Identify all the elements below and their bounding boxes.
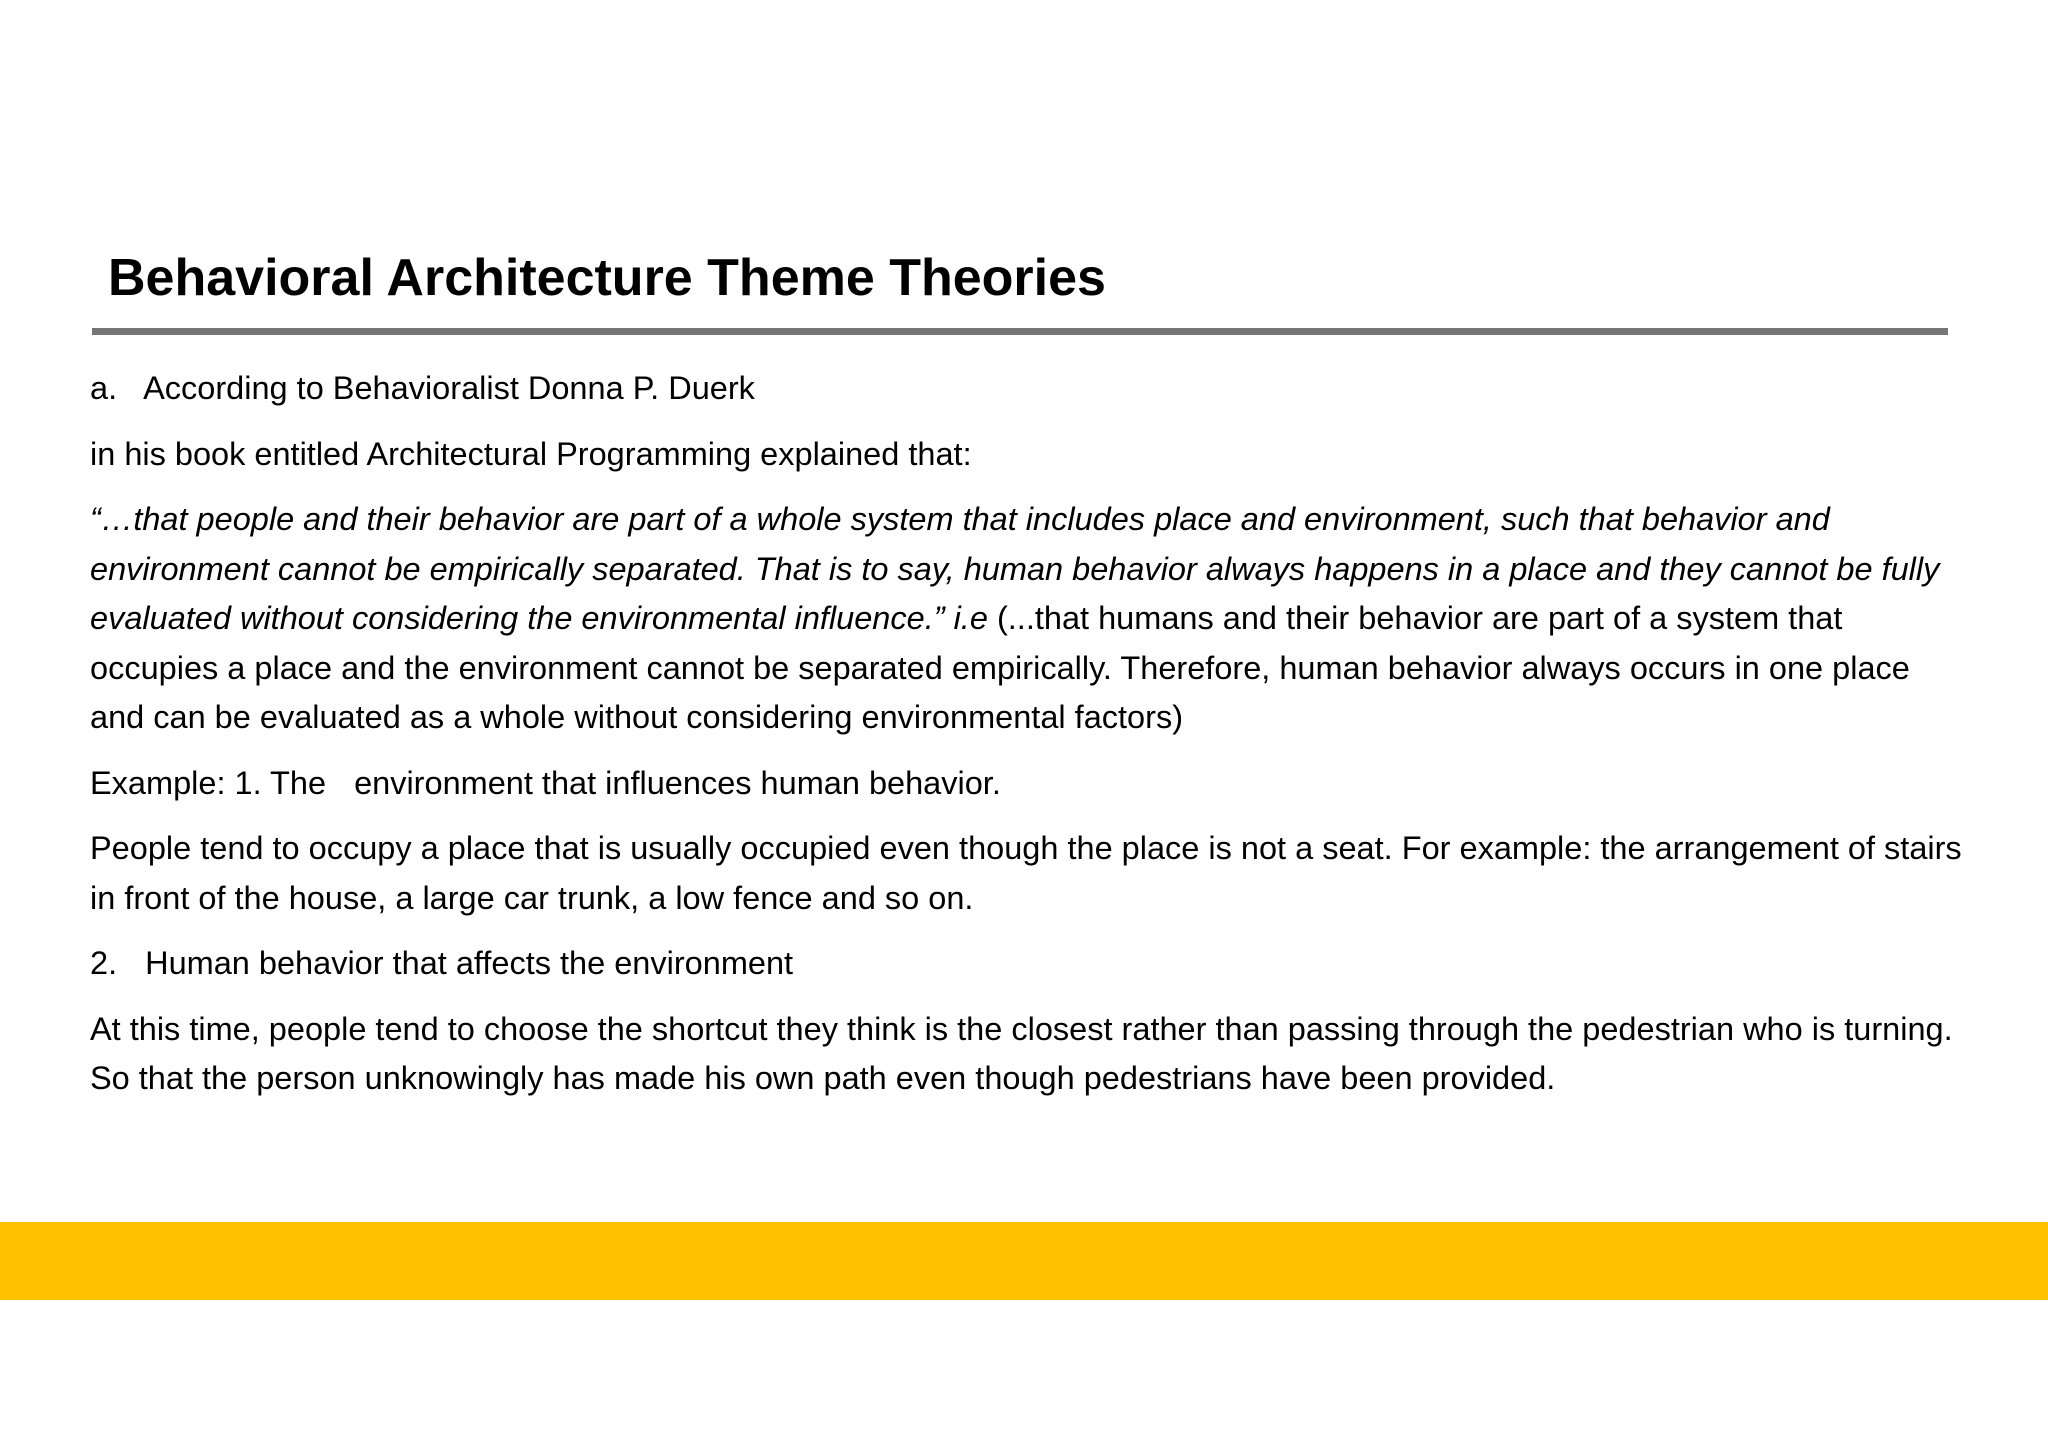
example-description: People tend to occupy a place that is usually occupied even though the place is not a seat. For example: the arrangement of stairs in front of the house, a large car trunk, a low fence and so on.	[90, 830, 1962, 916]
footer-band	[0, 1222, 2048, 1300]
example-text: environment that influences human behavior.	[354, 764, 1001, 801]
title-divider	[92, 328, 1948, 335]
example-label: Example: 1. The	[90, 764, 327, 801]
item-a-marker: a.	[90, 370, 118, 406]
item-2-text: Human behavior that affects the environment	[145, 945, 794, 981]
item-2-description: At this time, people tend to choose the shortcut they think is the closest rather than passing through the pedestrian who is turning. So that the person unknowingly has made his own path even though pedestrians have been provided.	[90, 1010, 1953, 1096]
intro-line: in his book entitled Architectural Programming explained that:	[90, 435, 972, 472]
item-a-text: According to Behavioralist Donna P. Duerk	[143, 370, 755, 406]
slide-title: Behavioral Architecture Theme Theories	[108, 249, 1106, 307]
example-heading	[90, 759, 1970, 809]
quote-paragraph	[90, 495, 1970, 743]
item-2	[90, 939, 1970, 989]
item-a	[90, 364, 1970, 414]
quote-text: “…that people and their behavior are part of a whole system that includes place and environment, such that behavior and environment cannot be empirically separated. That is to say, human behavior always happens in a place and they cannot be fully evaluated without considering the environmental influence.” i.e	[90, 501, 1940, 636]
quote-translation: (...that humans and their behavior are part of a system that occupies a place and the environment cannot be separated empirically. Therefore, human behavior always occurs in one place and can be evaluated as a whole without considering environmental factors)	[90, 600, 1910, 735]
slide-body	[90, 364, 1970, 1120]
item-2-marker: 2.	[90, 945, 118, 981]
